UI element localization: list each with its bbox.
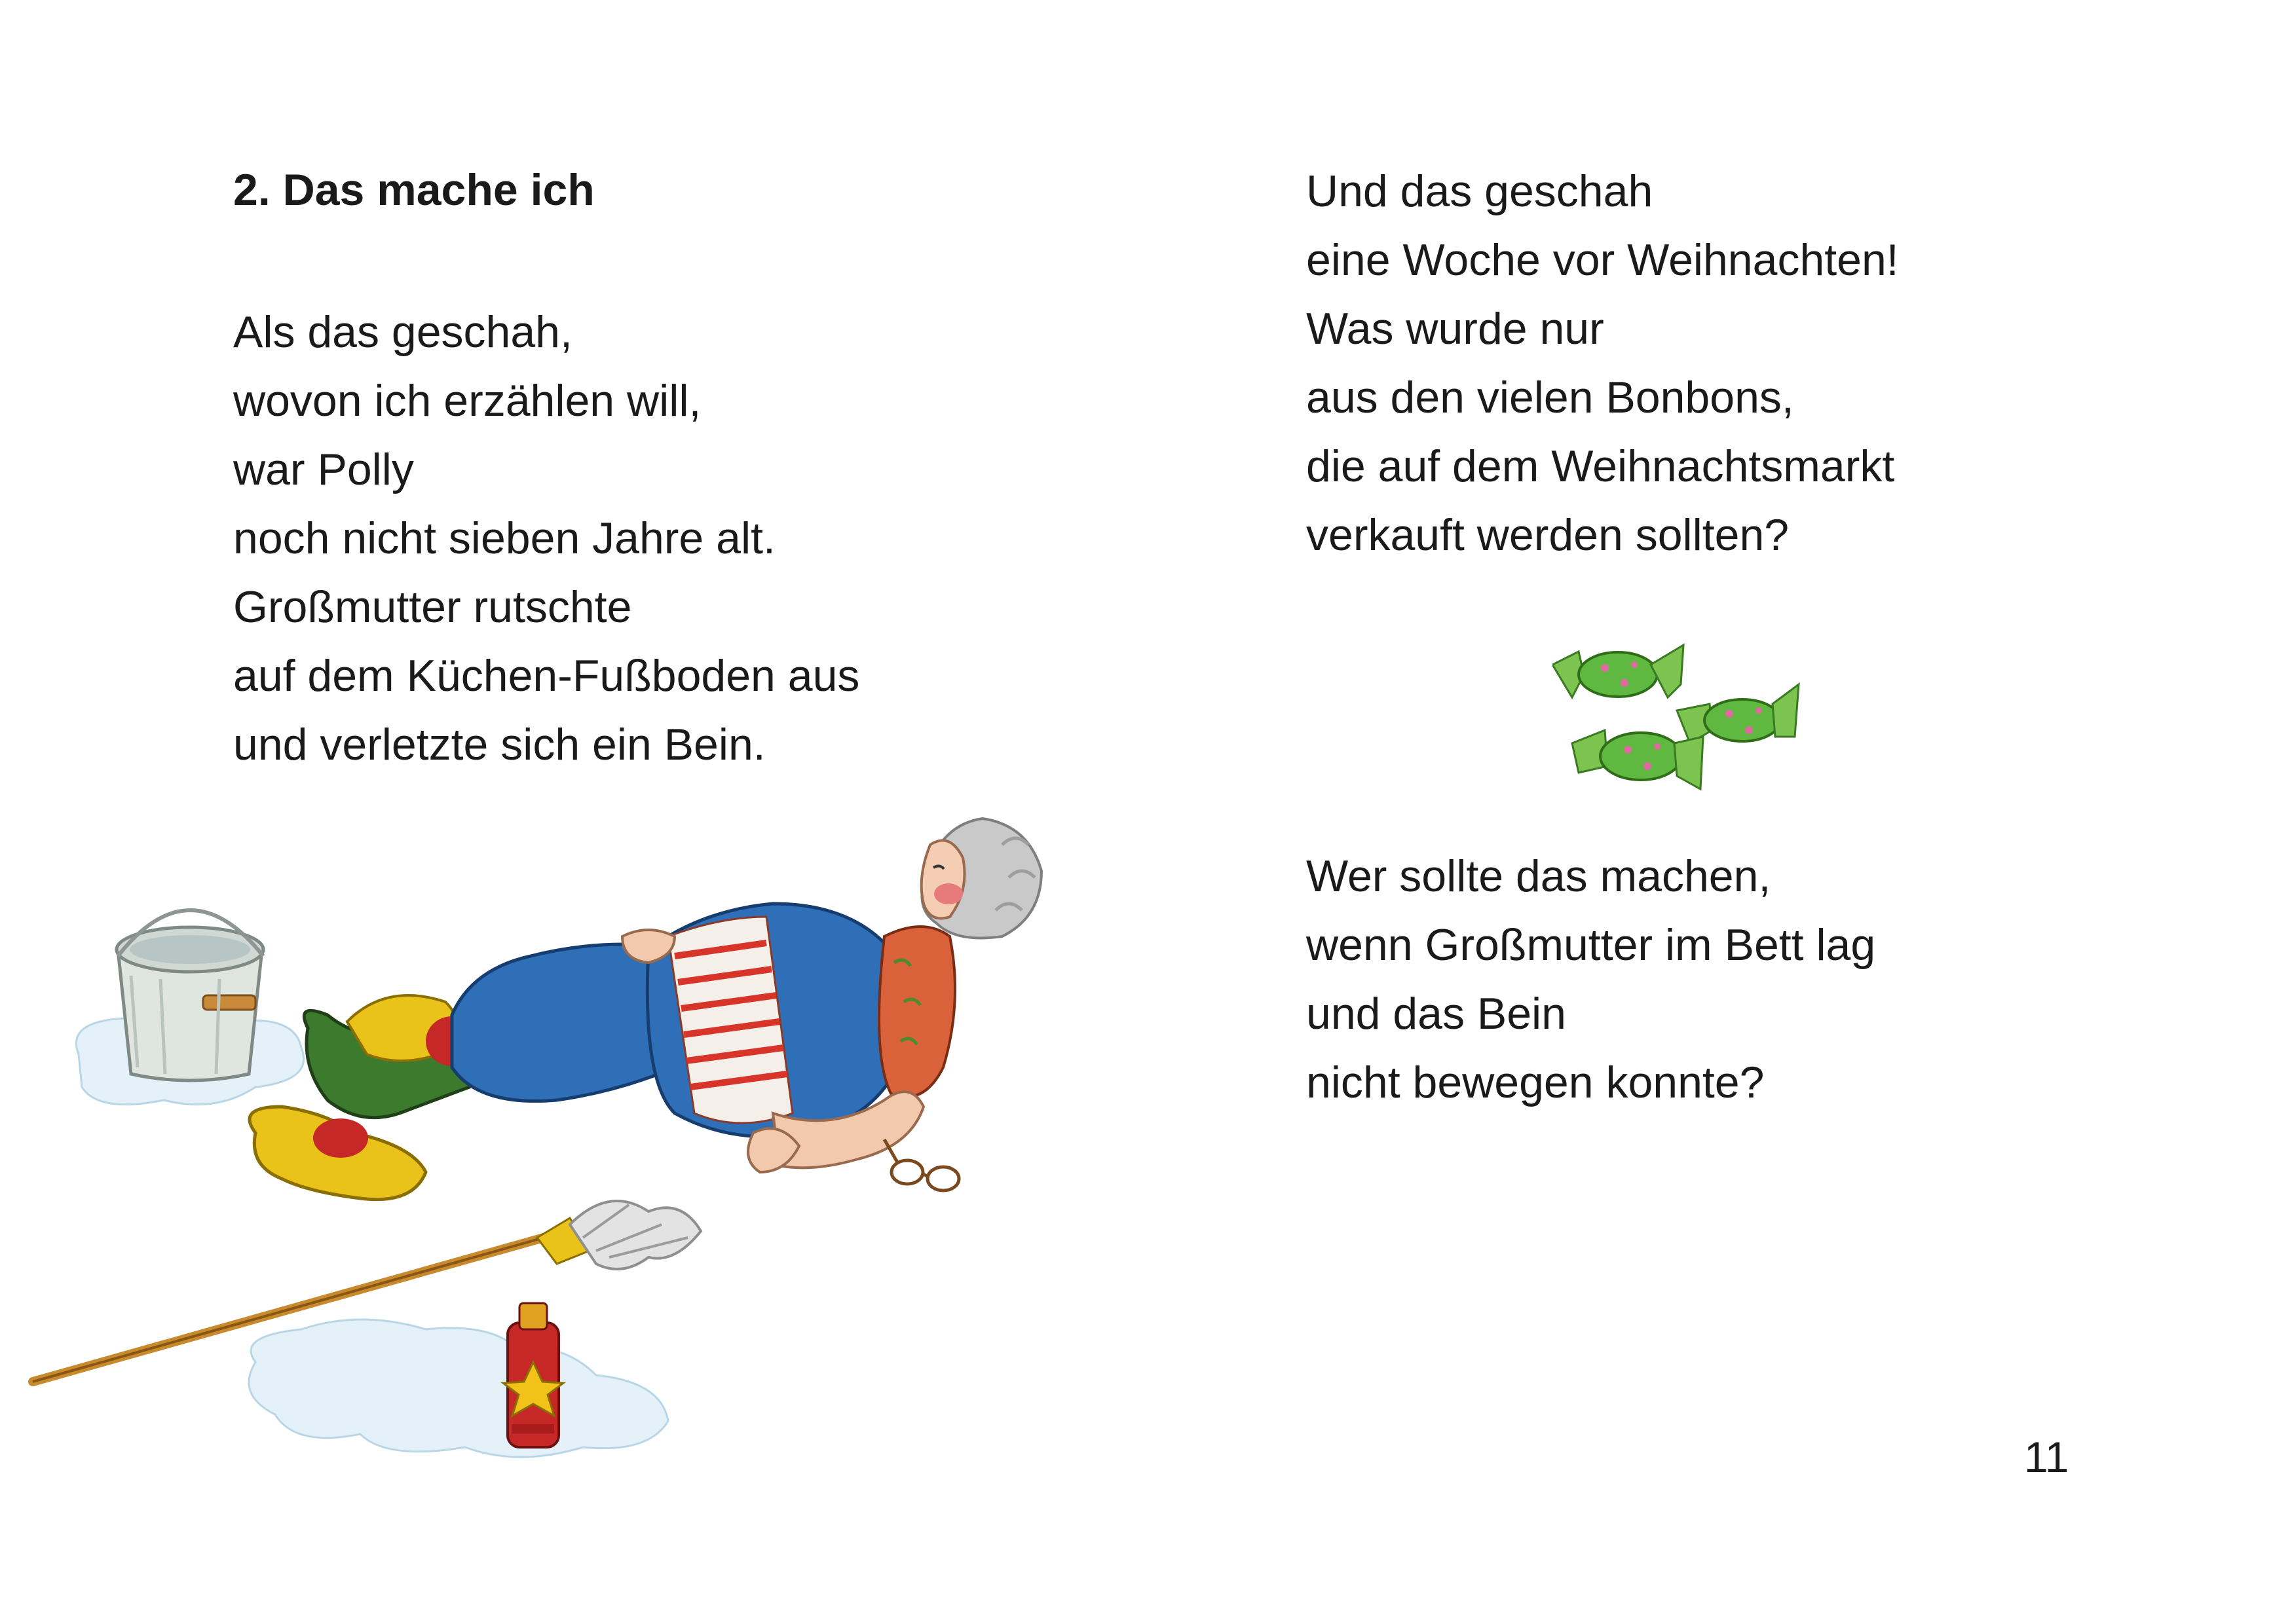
text-line: Wer sollte das machen, (1306, 851, 1771, 901)
candies-illustration (1552, 638, 1801, 802)
text-line: eine Woche vor Weihnachten! (1306, 235, 1899, 285)
page-number: 11 (2024, 1433, 2069, 1481)
right-paragraph-2 (1306, 842, 1875, 1117)
text-line: Und das geschah (1306, 166, 1653, 216)
text-line: und verletzte sich ein Bein. (233, 720, 766, 769)
text-line: wovon ich erzählen will, (233, 376, 702, 426)
candy (1552, 645, 1683, 697)
text-line: nicht bewegen konnte? (1306, 1058, 1765, 1107)
text-line: wenn Großmutter im Bett lag (1306, 920, 1876, 970)
grandmother (452, 819, 1042, 1172)
cleaner-bottle (503, 1303, 563, 1447)
text-line: die auf dem Weihnachtsmarkt (1306, 441, 1895, 491)
text-line: aus den vielen Bonbons, (1306, 373, 1794, 422)
text-line: noch nicht sieben Jahre alt. (233, 513, 776, 563)
left-paragraph (233, 298, 859, 779)
text-line: war Polly (233, 445, 414, 494)
candy (1677, 684, 1799, 743)
grandmother-head (922, 819, 1042, 938)
text-line: verkauft werden sollten? (1306, 510, 1790, 560)
text-line: Was wurde nur (1306, 304, 1604, 354)
bucket (117, 910, 263, 1080)
text-line: auf dem Küchen-Fußboden aus (233, 651, 860, 701)
text-line: Großmutter rutschte (233, 582, 632, 632)
glasses (884, 1139, 959, 1190)
chapter-title: 2. Das mache ich (233, 165, 595, 215)
text-line: Als das geschah, (233, 307, 572, 357)
candy (1572, 730, 1703, 789)
right-paragraph-1 (1306, 157, 1899, 570)
text-line: und das Bein (1306, 989, 1566, 1039)
right-page (1145, 0, 2290, 1624)
water-puddle-right (249, 1320, 668, 1457)
grandmother-fall-illustration (20, 805, 1133, 1532)
yellow-clog (250, 1107, 426, 1200)
